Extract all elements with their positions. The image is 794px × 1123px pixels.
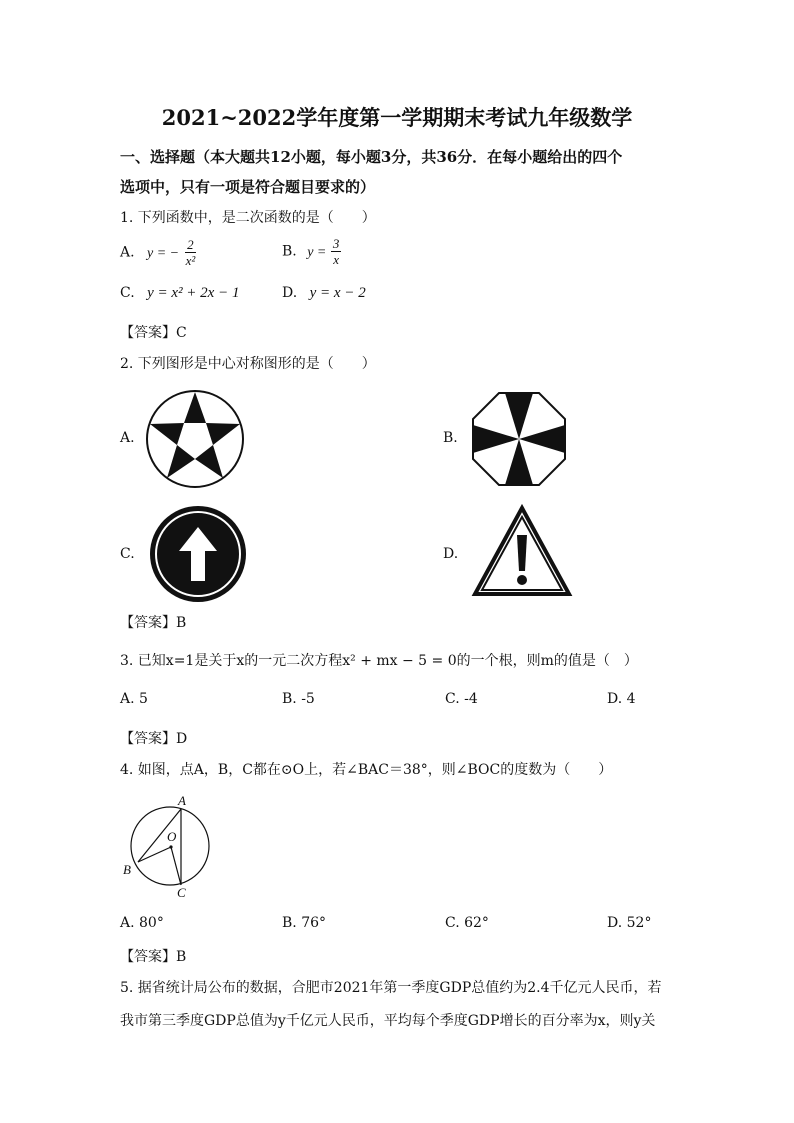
q1-option-c (120, 285, 239, 302)
q1-option-a-fraction (184, 238, 198, 267)
q4-option-d: D. 52° (607, 915, 652, 931)
q3-option-b: B. -5 (282, 691, 315, 707)
page-title: 2021~2022学年度第一学期期末考试九年级数学 (161, 105, 633, 130)
point-c-label: C (177, 885, 186, 900)
q5-line1: 5. 据省统计局公布的数据，合肥市2021年第一季度GDP总值约为2.4千亿元人民币，若 (120, 980, 662, 996)
q4-answer: 【答案】B (120, 949, 187, 965)
point-b-label: B (123, 862, 131, 877)
q4-option-c: C. 62° (445, 915, 489, 931)
circle-angle-figure (120, 792, 220, 902)
q3-option-d: D. 4 (607, 691, 636, 707)
q2-option-c-label: C. (120, 546, 135, 562)
q3-option-c: C. -4 (445, 691, 478, 707)
q4-stem: 4. 如图，点A，B，C都在⊙O上，若∠BAC＝38°，则∠BOC的度数为（ ） (120, 762, 613, 778)
q3-answer: 【答案】D (120, 731, 188, 747)
q1-option-b-label: B. (282, 243, 297, 260)
q1-answer: 【答案】C (120, 325, 187, 341)
q1-option-d (282, 285, 366, 302)
point-o-label: O (167, 829, 177, 844)
q1-option-b (282, 237, 341, 266)
q1-option-c-label: C. (120, 285, 135, 301)
section-heading-line2: 选项中，只有一项是符合题目要求的） (120, 178, 376, 196)
q1-option-b-denominator: x (333, 252, 339, 267)
q1-option-c-expr: y = x² + 2x − 1 (147, 285, 240, 301)
q1-option-a-numerator: 2 (187, 237, 194, 252)
q1-option-b-numerator: 3 (332, 236, 340, 251)
q4-option-b: B. 76° (282, 915, 327, 931)
q3-option-a: A. 5 (120, 691, 148, 707)
warning-triangle-figure (472, 505, 572, 597)
point-a-label: A (178, 793, 186, 808)
star-in-circle-figure (145, 389, 245, 489)
octagon-pinwheel-figure (471, 391, 567, 487)
q2-option-b-label: B. (443, 430, 458, 446)
q2-option-a-label: A. (120, 430, 135, 446)
q5-line2: 我市第三季度GDP总值为y千亿元人民币，平均每个季度GDP增长的百分率为x，则y关 (120, 1013, 656, 1029)
q1-option-a (120, 238, 197, 267)
q2-answer: 【答案】B (120, 615, 187, 631)
q1-option-d-label: D. (282, 285, 298, 301)
q1-option-a-denominator: x² (185, 253, 196, 268)
q1-option-b-lhs: y = (307, 244, 327, 260)
arrow-sign-figure (149, 505, 247, 603)
q1-option-b-fraction (331, 237, 342, 266)
q1-option-a-lhs: y = − (147, 245, 180, 261)
q4-option-a: A. 80° (120, 915, 164, 931)
q3-stem: 3. 已知x=1是关于x的一元二次方程x² + mx − 5 = 0的一个根，则m的值是（ ） (120, 653, 638, 669)
q2-option-d-label: D. (443, 546, 459, 562)
section-heading-line1: 一、选择题（本大题共12小题，每小题3分，共36分．在每小题给出的四个 (120, 148, 623, 166)
q2-stem: 2. 下列图形是中心对称图形的是（ ） (120, 356, 376, 372)
q1-option-d-expr: y = x − 2 (309, 285, 366, 301)
q1-option-a-label: A. (120, 244, 135, 261)
q1-stem: 1. 下列函数中，是二次函数的是（ ） (120, 210, 376, 226)
